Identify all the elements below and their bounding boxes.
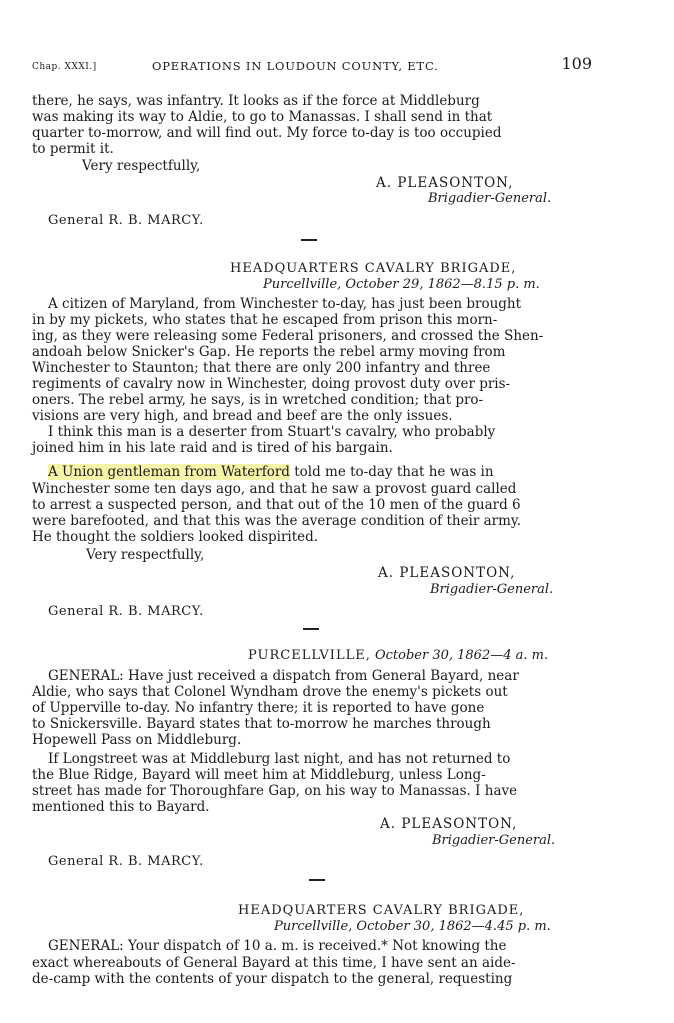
letter2-line: oners. The rebel army, he says, is in wretched condition; that pro- <box>32 392 484 408</box>
letter2-line: to arrest a suspected person, and that out of the 10 men of the guard 6 <box>32 497 521 513</box>
letter3-rank: Brigadier-General. <box>432 833 556 848</box>
letter1-signature: A. PLEASONTON, <box>376 175 514 191</box>
letter3-line: Hopewell Pass on Middleburg. <box>32 732 242 748</box>
letter3-addressee: General R. B. MARCY. <box>48 854 204 869</box>
letter2-highlight-rest: told me to-day that he was in <box>289 464 494 480</box>
letter2-line: andoah below Snicker's Gap. He reports the rebel army moving from <box>32 344 506 360</box>
letter3-date: October 30, 1862—4 a. m. <box>374 648 549 663</box>
letter3-line: Aldie, who says that Colonel Wyndham drove the enemy's pickets out <box>32 684 508 700</box>
letter4-dateline <box>274 919 551 934</box>
letter1-line: quarter to-morrow, and will find out. My force to-day is too occupied <box>32 125 502 141</box>
letter2-line: Winchester to Staunton; that there are only 200 infantry and three <box>32 360 491 376</box>
letter3-line: If Longstreet was at Middleburg last night, and has not returned to <box>48 751 511 767</box>
letter3-line: the Blue Ridge, Bayard will meet him at Middleburg, unless Long- <box>32 767 486 783</box>
letter1-line: there, he says, was infantry. It looks as if the force at Middleburg <box>32 93 480 109</box>
letter4-place: Purcellville, <box>274 919 353 934</box>
letter2-line: He thought the soldiers looked dispirited. <box>32 529 319 545</box>
letter2-line: I think this man is a deserter from Stuart's cavalry, who probably <box>48 424 496 440</box>
letter1-addressee: General R. B. MARCY. <box>48 213 204 228</box>
letter2-rank: Brigadier-General. <box>430 582 554 597</box>
letter3-line: to Snickersville. Bayard states that to-morrow he marches through <box>32 716 491 732</box>
section-divider <box>309 879 325 881</box>
running-header <box>32 56 592 80</box>
letter2-line: were barefooted, and that this was the average condition of their army. <box>32 513 522 529</box>
letter2-date: October 29, 1862—8.15 p. m. <box>345 277 540 292</box>
letter3-heading: PURCELLVILLE, <box>248 648 371 663</box>
letter3-line: of Upperville to-day. No infantry there; it is reported to have gone <box>32 700 485 716</box>
letter4-line: exact whereabouts of General Bayard at this time, I have sent an aide- <box>32 955 516 971</box>
letter2-line: regiments of cavalry now in Winchester, doing provost duty over pris- <box>32 376 511 392</box>
letter2-closing: Very respectfully, <box>86 547 205 563</box>
section-divider <box>303 628 319 630</box>
letter3-line: GENERAL: Have just received a dispatch from General Bayard, near <box>48 668 519 684</box>
letter2-line: joined him in his late raid and is tired of his bargain. <box>32 440 393 456</box>
letter2-heading: HEADQUARTERS CAVALRY BRIGADE, <box>230 261 517 276</box>
letter3-line: street has made for Thoroughfare Gap, on his way to Manassas. I have <box>32 783 518 799</box>
letter2-addressee: General R. B. MARCY. <box>48 604 204 619</box>
letter2-line: ing, as they were releasing some Federal prisoners, and crossed the Shen- <box>32 328 544 344</box>
letter4-date: October 30, 1862—4.45 p. m. <box>356 919 551 934</box>
letter2-line-highlight <box>48 464 494 480</box>
letter2-line: A citizen of Maryland, from Winchester to-day, has just been brought <box>48 296 522 312</box>
letter4-line: de-camp with the contents of your dispatch to the general, requesting <box>32 971 513 987</box>
letter2-signature: A. PLEASONTON, <box>378 565 516 581</box>
letter1-line: was making its way to Aldie, to go to Manassas. I shall send in that <box>32 109 493 125</box>
letter4-line: GENERAL: Your dispatch of 10 a. m. is received.* Not knowing the <box>48 938 507 954</box>
letter2-line: Winchester some ten days ago, and that he saw a provost guard called <box>32 481 517 497</box>
letter4-heading: HEADQUARTERS CAVALRY BRIGADE, <box>238 903 525 918</box>
letter2-line: in by my pickets, who states that he escaped from prison this morn- <box>32 312 498 328</box>
running-title: OPERATIONS IN LOUDOUN COUNTY, ETC. <box>152 59 439 73</box>
page-number: 109 <box>561 54 592 73</box>
letter2-line: visions are very high, and bread and beef are the only issues. <box>32 408 453 424</box>
letter2-place: Purcellville, <box>263 277 342 292</box>
letter1-closing: Very respectfully, <box>82 158 201 174</box>
letter3-signature: A. PLEASONTON, <box>380 816 518 832</box>
section-divider <box>301 239 317 241</box>
letter2-dateline <box>263 277 540 292</box>
highlighted-phrase: A Union gentleman from Waterford <box>48 464 290 480</box>
letter3-line: mentioned this to Bayard. <box>32 799 210 815</box>
chapter-label: Chap. XXXI.] <box>32 62 97 72</box>
letter1-line: to permit it. <box>32 141 114 157</box>
letter3-dateline <box>248 648 548 663</box>
letter1-rank: Brigadier-General. <box>428 191 552 206</box>
